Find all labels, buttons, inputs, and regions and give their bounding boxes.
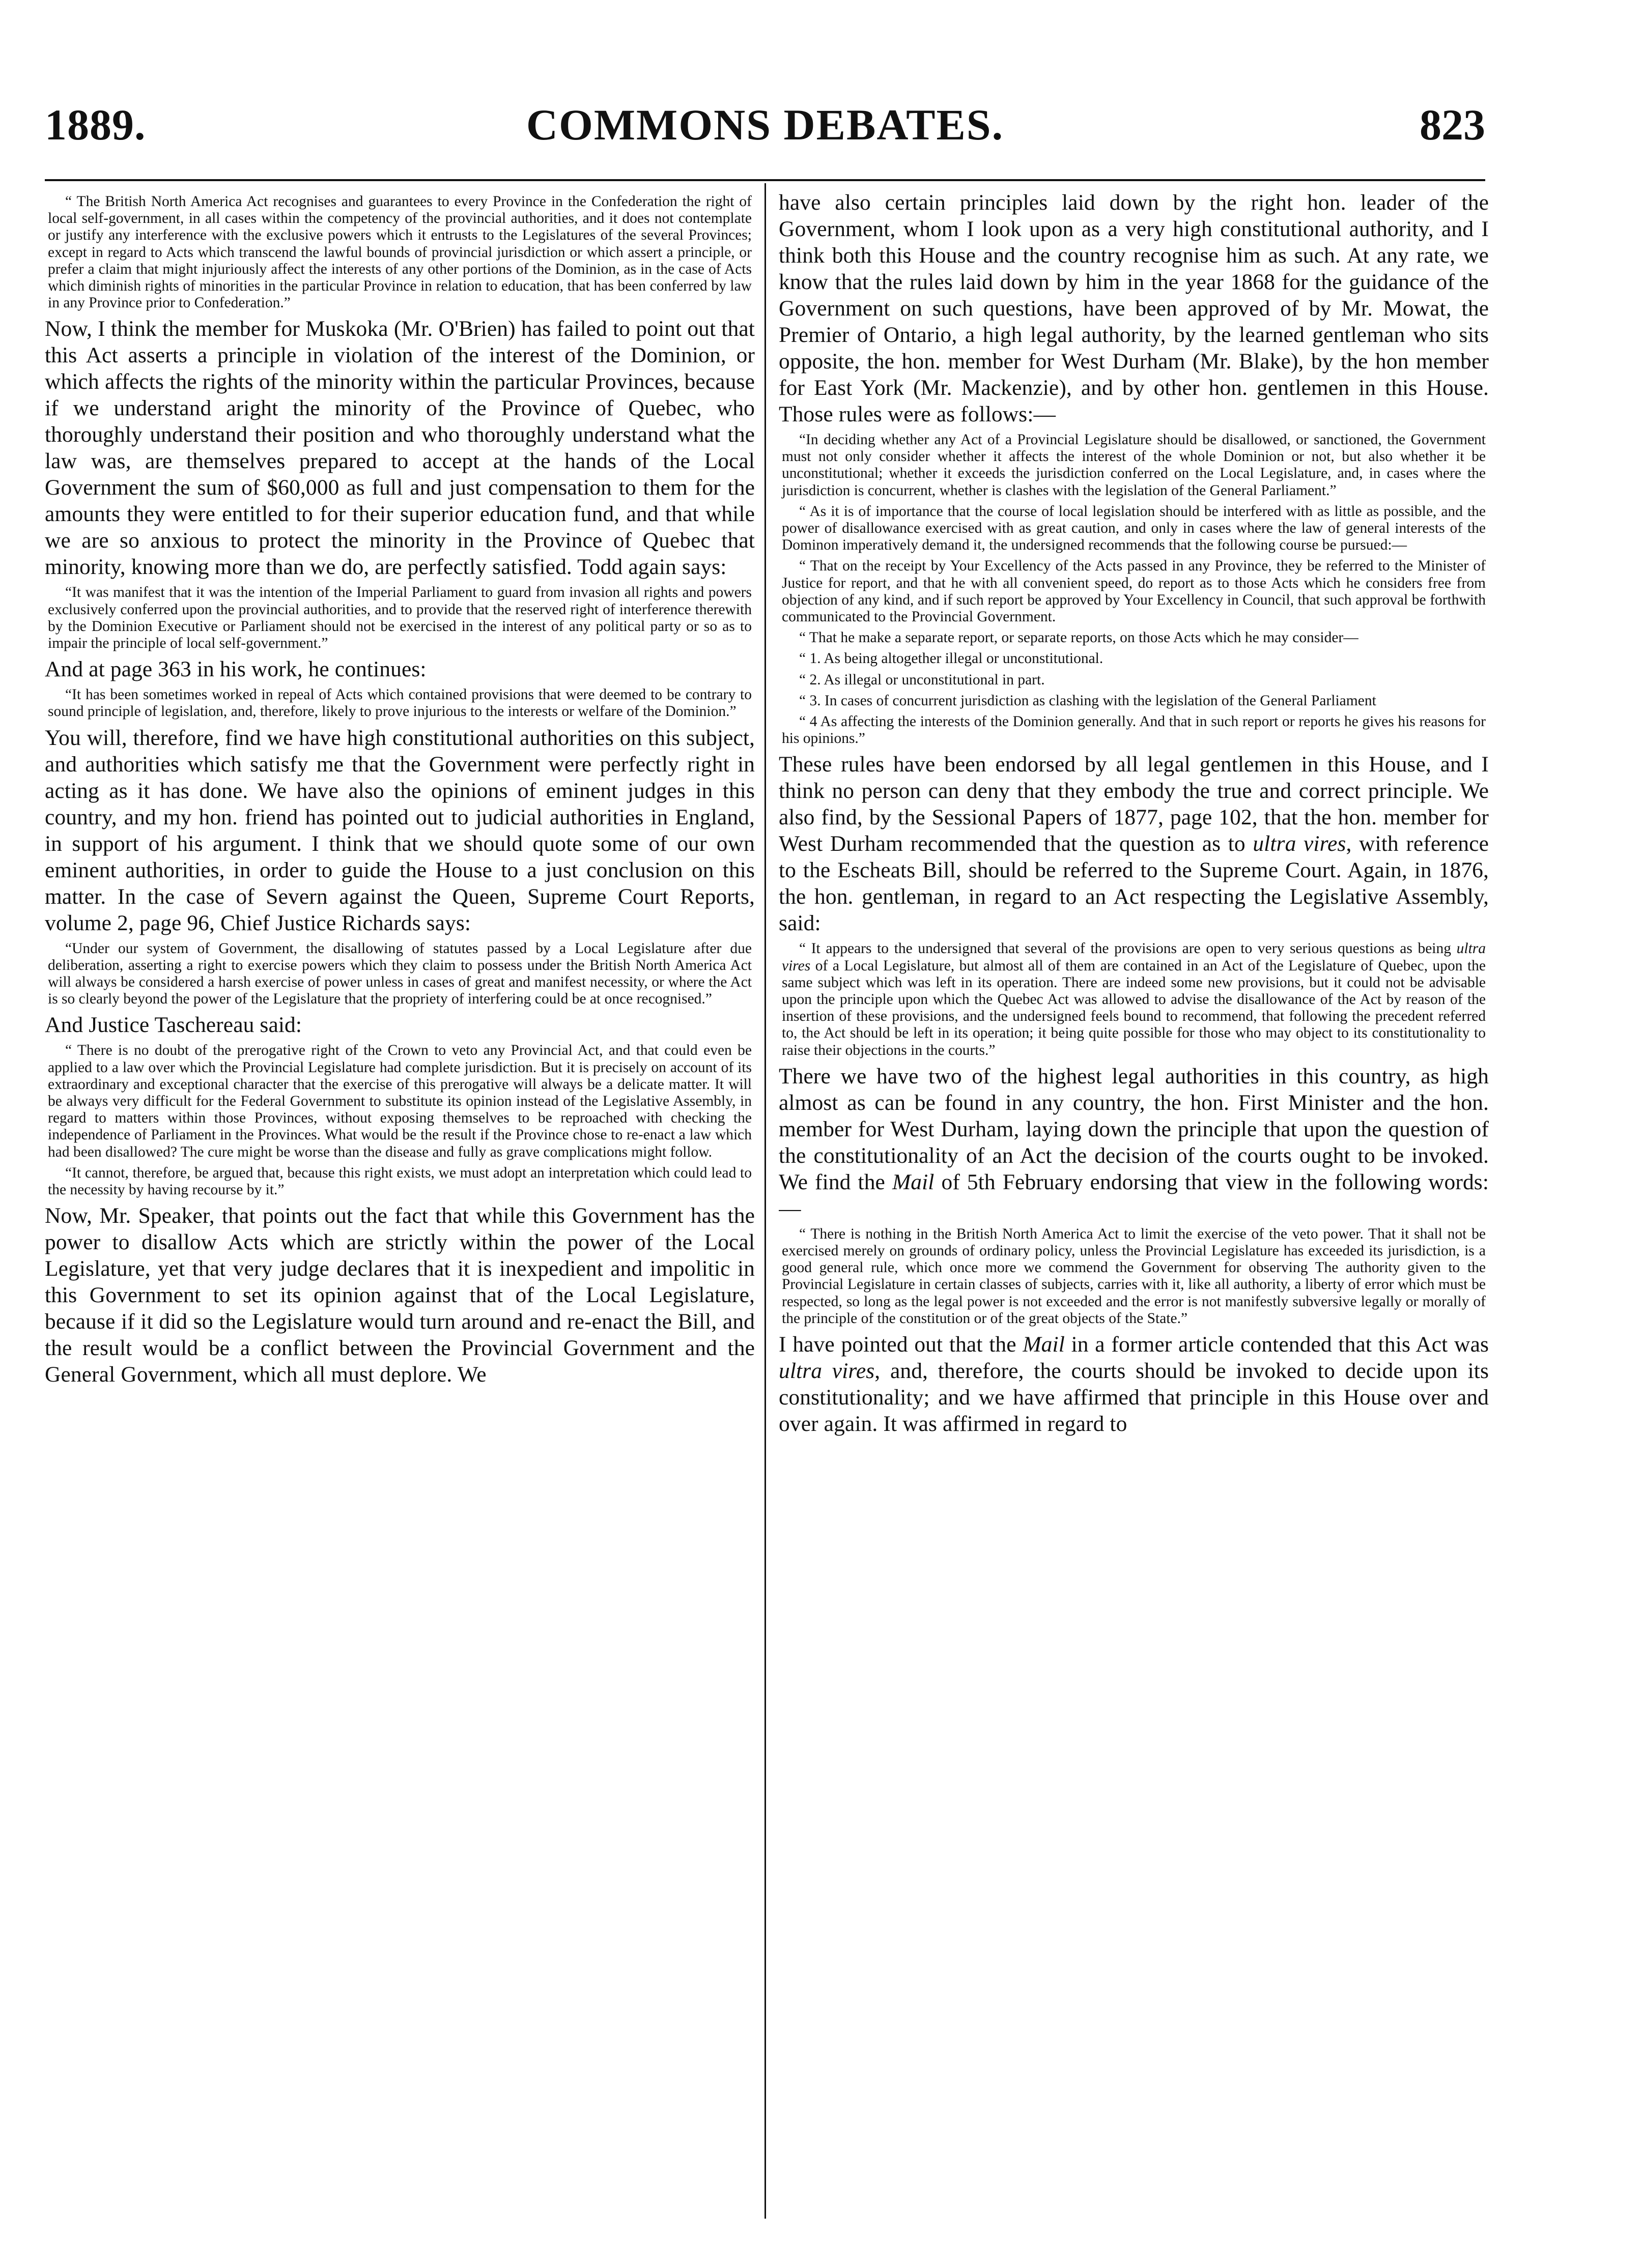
paragraph-muskoka: Now, I think the member for Muskoka (Mr. O'Brien) has failed to point out that this Act asserts a principle in violation of the interest of the Dominion, or which affects the rights of the minority within the particular Provinces, because if we understand aright the minority of the Province of Quebec, who thoroughly understand their position and who thoroughly understand what the law was, are themselves prepared to accept at the hands of the Local Government the sum of $60,000 as full and just compensation to them for the amounts they were entitled to for their superior education fund, and that while we are so anxious to protect the minority in the Province of Quebec that minority, knowing more than we do, are perfectly satisfied. Todd again says: (45, 317, 755, 580)
left-column (45, 189, 755, 2220)
text-run: These rules have been endorsed by all legal gentlemen in this House, and I think no person can deny that they embody the true and correct principle. We also find, by the Sessional Papers of 1877, page 102, that the hon. member for West Durham recommended that the question as to (779, 752, 1489, 856)
paragraph-principles: have also certain principles laid down by the right hon. leader of the Government, whom I look upon as a very high constitutional authority, and I think both this House and the country recognise him as such. At any rate, we know that the rules laid down by him in the year 1868 for the guidance of the Government on such questions, have been approved of by Mr. Mowat, the Premier of Ontario, a high legal authority, by the learned gentleman who sits opposite, the hon. member for West Durham (Mr. Blake), by the hon member for East York (Mr. Mackenzie), and by other hon. gentlemen in this House. Those rules were as follows:— (779, 190, 1489, 426)
page-header (45, 99, 1485, 176)
quote-taschereau-2: “It cannot, therefore, be argued that, because this right exists, we must adopt an interpretation which could lead to the necessity by having recourse by it.” (48, 1164, 752, 1198)
quote-rules-6: “ 2. As illegal or unconstitutional in part. (799, 671, 1045, 688)
paragraph-endorsed (779, 751, 1489, 936)
right-column (779, 189, 1489, 2220)
quote-rules-7: “ 3. In cases of concurrent jurisdiction as clashing with the legislation of the General Parliament (799, 692, 1376, 709)
text-run: in a former article contended that this Act was (1064, 1332, 1489, 1357)
italic-run: Mail (1023, 1332, 1065, 1357)
column-divider (765, 183, 766, 2219)
italic-run: ultra vires (1253, 831, 1346, 856)
italic-run: ultra vires (779, 1359, 875, 1384)
quote-rules-2: “ As it is of importance that the course of local legislation should be interfered with as little as possible, and the power of disallowance exercised with as great caution, and only in cases where the law of general interests of the Dominon imperatively demand it, the undersigned recommends that the following course be pursued:— (782, 503, 1486, 554)
text-run: of a Local Legislature, but almost all of them are contained in an Act of the Legislature of Quebec, upon the same subject which was left in its operation. There are indeed some new provisions, but it could not be advisable upon the principle upon which the Quebec Act was allowed to advise the disallowance of the Act by reason of the insertion of these provisions, and the undersigned feels bound to recommend, that following the precedent referred to, the Act should be left in its operation; it being quite possible for those who may object to its constitutionality to raise their objections in the courts.” (782, 957, 1486, 1058)
italic-run: ultra vires (782, 940, 1486, 974)
text-run: I have pointed out that the (779, 1332, 1023, 1357)
paragraph-authorities: You will, therefore, find we have high constitutional authorities on this subject, and authorities which satisfy me that the Government were perfectly right in acting as it has done. We have also the opinions of eminent judges in this country, and my hon. friend has pointed out to judicial authorities in England, in support of his argument. I think that we should quote some of our own eminent authorities, in order to guide the House to a just conclusion on this matter. In the case of Severn against the Queen, Supreme Court Reports, volume 2, page 96, Chief Justice Richards says: (45, 725, 755, 935)
header-title: COMMONS DEBATES. (526, 100, 1004, 149)
quote-taschereau-1: “ There is no doubt of the prerogative right of the Crown to veto any Provincial Act, and that could even be applied to a law over which the Provincial Legislature had complete jurisdiction. But it is precisely on account of its extraordinary and exceptional character that the exercise of this prerogative will always be a delicate matter. It will be always very difficult for the Federal Government to substitute its opinion instead of the Legislative Assembly, in regard to matters within those Provinces, without exposing themselves to be reproached with checking the independence of Parliament in the Provinces. What would be the result if the Province chose to re-enact a law which had been disallowed? The cure might be worse than the disease and fully as grave complications might follow. (48, 1042, 752, 1160)
quote-todd-imperial: “It was manifest that it was the intention of the Imperial Parliament to guard from invasion all rights and powers exclusively conferred upon the provincial authorities, and to provide that the reserved right of interference therewith by the Dominion Executive or Parliament should not be exercised in the interest of any political party or so as to impair the principle of local self-government.” (48, 584, 752, 652)
quote-rules-5: “ 1. As being altogether illegal or unconstitutional. (799, 650, 1103, 667)
text-run: , and, therefore, the courts should be invoked to decide upon its constitutionality; and we have affirmed that principle in this House over and over again. It was affirmed in regard to (779, 1359, 1489, 1437)
header-year: 1889. (45, 100, 146, 149)
page-number: 823 (1420, 100, 1485, 149)
quote-richards: “Under our system of Government, the disallowing of statutes passed by a Local Legislature after due deliberation, asserting a right to exercise powers which they claim to possess under the British North America Act will always be considered a harsh exercise of power unless in cases of great and manifest necessity, or where the Act is so clearly beyond the power of the Legislature that the propriety of interfering could be at once recognised.” (48, 940, 752, 1008)
paragraph-speaker: Now, Mr. Speaker, that points out the fact that while this Government has the power to disallow Acts which are strictly within the power of the Local Legislature, yet that very judge declares that it is inexpedient and impolitic in this Government to set its opinion against that of the Local Legislature, because if it did so the Legislature would turn around and re-enact the Bill, and the result would be a conflict between the Provincial Government and the General Government, which all must deplore. We (45, 1203, 755, 1387)
quote-bna-act: “ The British North America Act recognises and guarantees to every Province in the Confederation the right of local self-government, in all cases within the competency of the provincial authorities, and it does not contemplate or justify any interference with the exclusive powers which it entrusts to the Legislatures of the several Provinces; except in regard to Acts which transcend the lawful bounds of provincial jurisdiction or which assert a principle, or prefer a claim that might injuriously affect the interests of any other portions of the Dominion, as in the case of Acts which diminish rights of minorities in the particular Province in relation to education, that has been conferred by law in any Province prior to Confederation.” (48, 193, 752, 311)
paragraph-mail-article (779, 1331, 1489, 1437)
quote-rules-8: “ 4 As affecting the interests of the Dominion generally. And that in such report or reports he gives his reasons for his opinions.” (782, 713, 1486, 747)
paragraph-page-363: And at page 363 in his work, he continues: (45, 657, 427, 682)
paragraph-two-authorities (779, 1063, 1489, 1222)
quote-rules-4: “ That he make a separate report, or separate reports, on those Acts which he may consider— (799, 629, 1358, 646)
text-run: , with reference to the Escheats Bill, should be referred to the Supreme Court. Again, in 1876, the hon. gentleman, in regard to an Act respecting the Legislative Assembly, said: (779, 831, 1489, 936)
quote-todd-repeal: “It has been sometimes worked in repeal of Acts which contained provisions that were deemed to be contrary to sound principle of legislation, and, therefore, likely to prove injurious to the interests or welfare of the Dominion.” (48, 686, 752, 720)
italic-run: Mail (892, 1169, 935, 1194)
quote-rules-1: “In deciding whether any Act of a Provincial Legislature should be disallowed, or sanctioned, the Government must not only consider whether it affects the interest of the whole Dominion or not, but also whether it be unconstitutional; whether it exceeds the jurisdiction conferred on the Local Legislature, and, in cases where the jurisdiction is concurrent, whether is clashes with the legislation of the General Parliament.” (782, 432, 1486, 499)
quote-mail: “ There is nothing in the British North America Act to limit the exercise of the veto power. That it shall not be exercised merely on grounds of ordinary policy, unless the Provincial Legislature has exceeded its jurisdiction, is a good general rule, which once more we commend the Government for observing The authority given to the Provincial Legislature in certain classes of subjects, carries with it, like all authority, a liberty of error which must be respected, so long as the legal power is not exceeded and the error is not manifestly subversive legally or morally of the principle of the constitution or of the great objects of the State.” (782, 1225, 1486, 1327)
quote-rules-3: “ That on the receipt by Your Excellency of the Acts passed in any Province, they be referred to the Minister of Justice for report, and that he with all convenient speed, do report as to those Acts which he considers free from objection of any kind, and if such report be approved by Your Excellency in Council, that such approval be forthwith communicated to the Provincial Government. (782, 558, 1486, 625)
paragraph-taschereau: And Justice Taschereau said: (45, 1013, 302, 1038)
text-run: There we have two of the highest legal authorities in this country, as high almost as can be found in any country, the hon. First Minister and the hon. member for West Durham, laying down the principle that upon the question of the constitutionality of an Act the decision of the courts ought to be invoked. We find the (779, 1064, 1489, 1194)
text-run: of 5th February endorsing that view in the following words:— (779, 1169, 1489, 1221)
header-rule (45, 179, 1485, 181)
text-run: “ It appears to the undersigned that several of the provisions are open to very serious questions as being (799, 940, 1457, 957)
quote-ultra-vires (779, 940, 1489, 1058)
